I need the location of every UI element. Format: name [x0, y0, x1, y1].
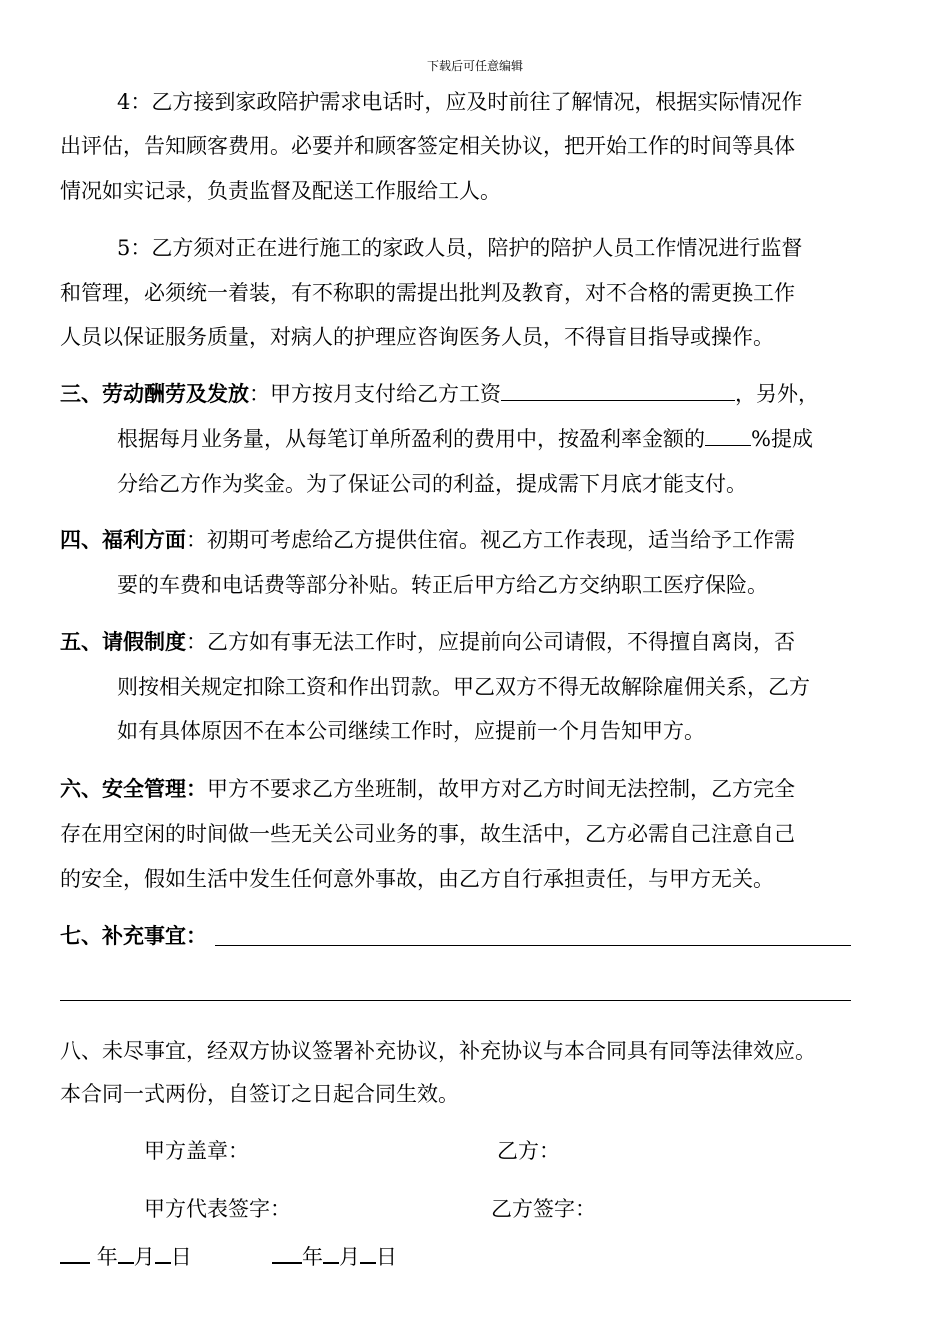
section4-line2: 要的车费和电话费等部分补贴。转正后甲方给乙方交纳职工医疗保险。	[117, 573, 768, 597]
section5-text: ：乙方如有事无法工作时，应提前向公司请假，不得擅自离岗，否	[186, 630, 795, 654]
date-b-year-blank[interactable]	[272, 1240, 302, 1264]
section6-line3: 的安全，假如生活中发生任何意外事故，由乙方自行承担责任，与甲方无关。	[60, 867, 774, 891]
date-a	[60, 1240, 192, 1271]
section8-line1: 八、未尽事宜，经双方协议签署补充协议，补充协议与本合同具有同等法律效应。	[60, 1039, 816, 1063]
section5-line3: 如有具体原因不在本公司继续工作时，应提前一个月告知甲方。	[117, 719, 705, 743]
date-b-day-label: 日	[376, 1245, 397, 1269]
section8-line2: 本合同一式两份，自签订之日起合同生效。	[60, 1082, 459, 1106]
section3-line1-post: ，另外，	[735, 382, 819, 406]
date-a-month-blank[interactable]	[118, 1240, 134, 1264]
section4-title: 四、福利方面	[60, 527, 186, 552]
salary-blank[interactable]	[501, 380, 735, 401]
commission-rate-blank[interactable]	[705, 425, 751, 446]
date-b	[272, 1240, 397, 1271]
date-b-day-blank[interactable]	[360, 1240, 376, 1264]
date-b-month-label: 月	[339, 1245, 360, 1269]
section3-colon: ：	[249, 382, 270, 406]
date-b-month-blank[interactable]	[323, 1240, 339, 1264]
section6-title: 六、安全管理：	[60, 776, 207, 801]
date-a-year-label: 年	[96, 1245, 118, 1269]
section6-text: 甲方不要求乙方坐班制，故甲方对乙方时间无法控制，乙方完全	[207, 777, 795, 801]
party-a-rep-label: 甲方代表签字：	[144, 1197, 291, 1221]
clause4-line2: 出评估，告知顾客费用。必要并和顾客签定相关协议，把开始工作的时间等具体	[60, 134, 795, 158]
party-a-seal-label: 甲方盖章：	[144, 1139, 249, 1163]
section3-line2-pre: 根据每月业务量，从每笔订单所盈利的费用中，按盈利率金额的	[117, 427, 705, 451]
date-b-year-label: 年	[302, 1245, 323, 1269]
section5-line2: 则按相关规定扣除工资和作出罚款。甲乙双方不得无故解除雇佣关系，乙方	[117, 675, 810, 699]
section7-title: 七、补充事宜：	[60, 923, 207, 948]
section3-line2-post: %提成	[751, 427, 813, 451]
section3-line1-pre: 甲方按月支付给乙方工资	[270, 382, 501, 406]
section5-line1	[60, 628, 795, 656]
party-b-label: 乙方：	[497, 1139, 560, 1163]
page-header-note: 下载后可任意编辑	[426, 59, 523, 73]
section3-title: 三、劳动酬劳及发放	[60, 381, 249, 406]
clause4-line3: 情况如实记录，负责监督及配送工作服给工人。	[60, 179, 501, 203]
section4-text: ：初期可考虑给乙方提供住宿。视乙方工作表现，适当给予工作需	[186, 528, 795, 552]
section3-line1	[60, 380, 819, 408]
section3-line3: 分给乙方作为奖金。为了保证公司的利益，提成需下月底才能支付。	[117, 472, 747, 496]
date-a-month-label: 月	[133, 1245, 155, 1269]
section6-line2: 存在用空闲的时间做一些无关公司业务的事，故生活中，乙方必需自己注意自己	[60, 822, 795, 846]
section4-line1	[60, 526, 795, 554]
date-a-day-label: 日	[170, 1245, 192, 1269]
clause5-line3: 人员以保证服务质量，对病人的护理应咨询医务人员，不得盲目指导或操作。	[60, 325, 774, 349]
date-a-day-blank[interactable]	[155, 1240, 171, 1264]
clause5-line1: 5：乙方须对正在进行施工的家政人员，陪护的陪护人员工作情况进行监督	[117, 236, 803, 260]
section5-title: 五、请假制度	[60, 629, 186, 654]
supplement-blank-line-1[interactable]	[215, 945, 851, 946]
supplement-blank-line-2[interactable]	[60, 1000, 851, 1001]
party-b-sign-label: 乙方签字：	[491, 1197, 596, 1221]
clause5-line2: 和管理，必须统一着装，有不称职的需提出批判及教育，对不合格的需更换工作	[60, 281, 795, 305]
section3-line2	[117, 425, 813, 453]
section6-line1	[60, 775, 795, 803]
date-a-year-blank[interactable]	[60, 1240, 90, 1264]
clause4-line1: 4：乙方接到家政陪护需求电话时，应及时前往了解情况，根据实际情况作	[117, 90, 803, 114]
